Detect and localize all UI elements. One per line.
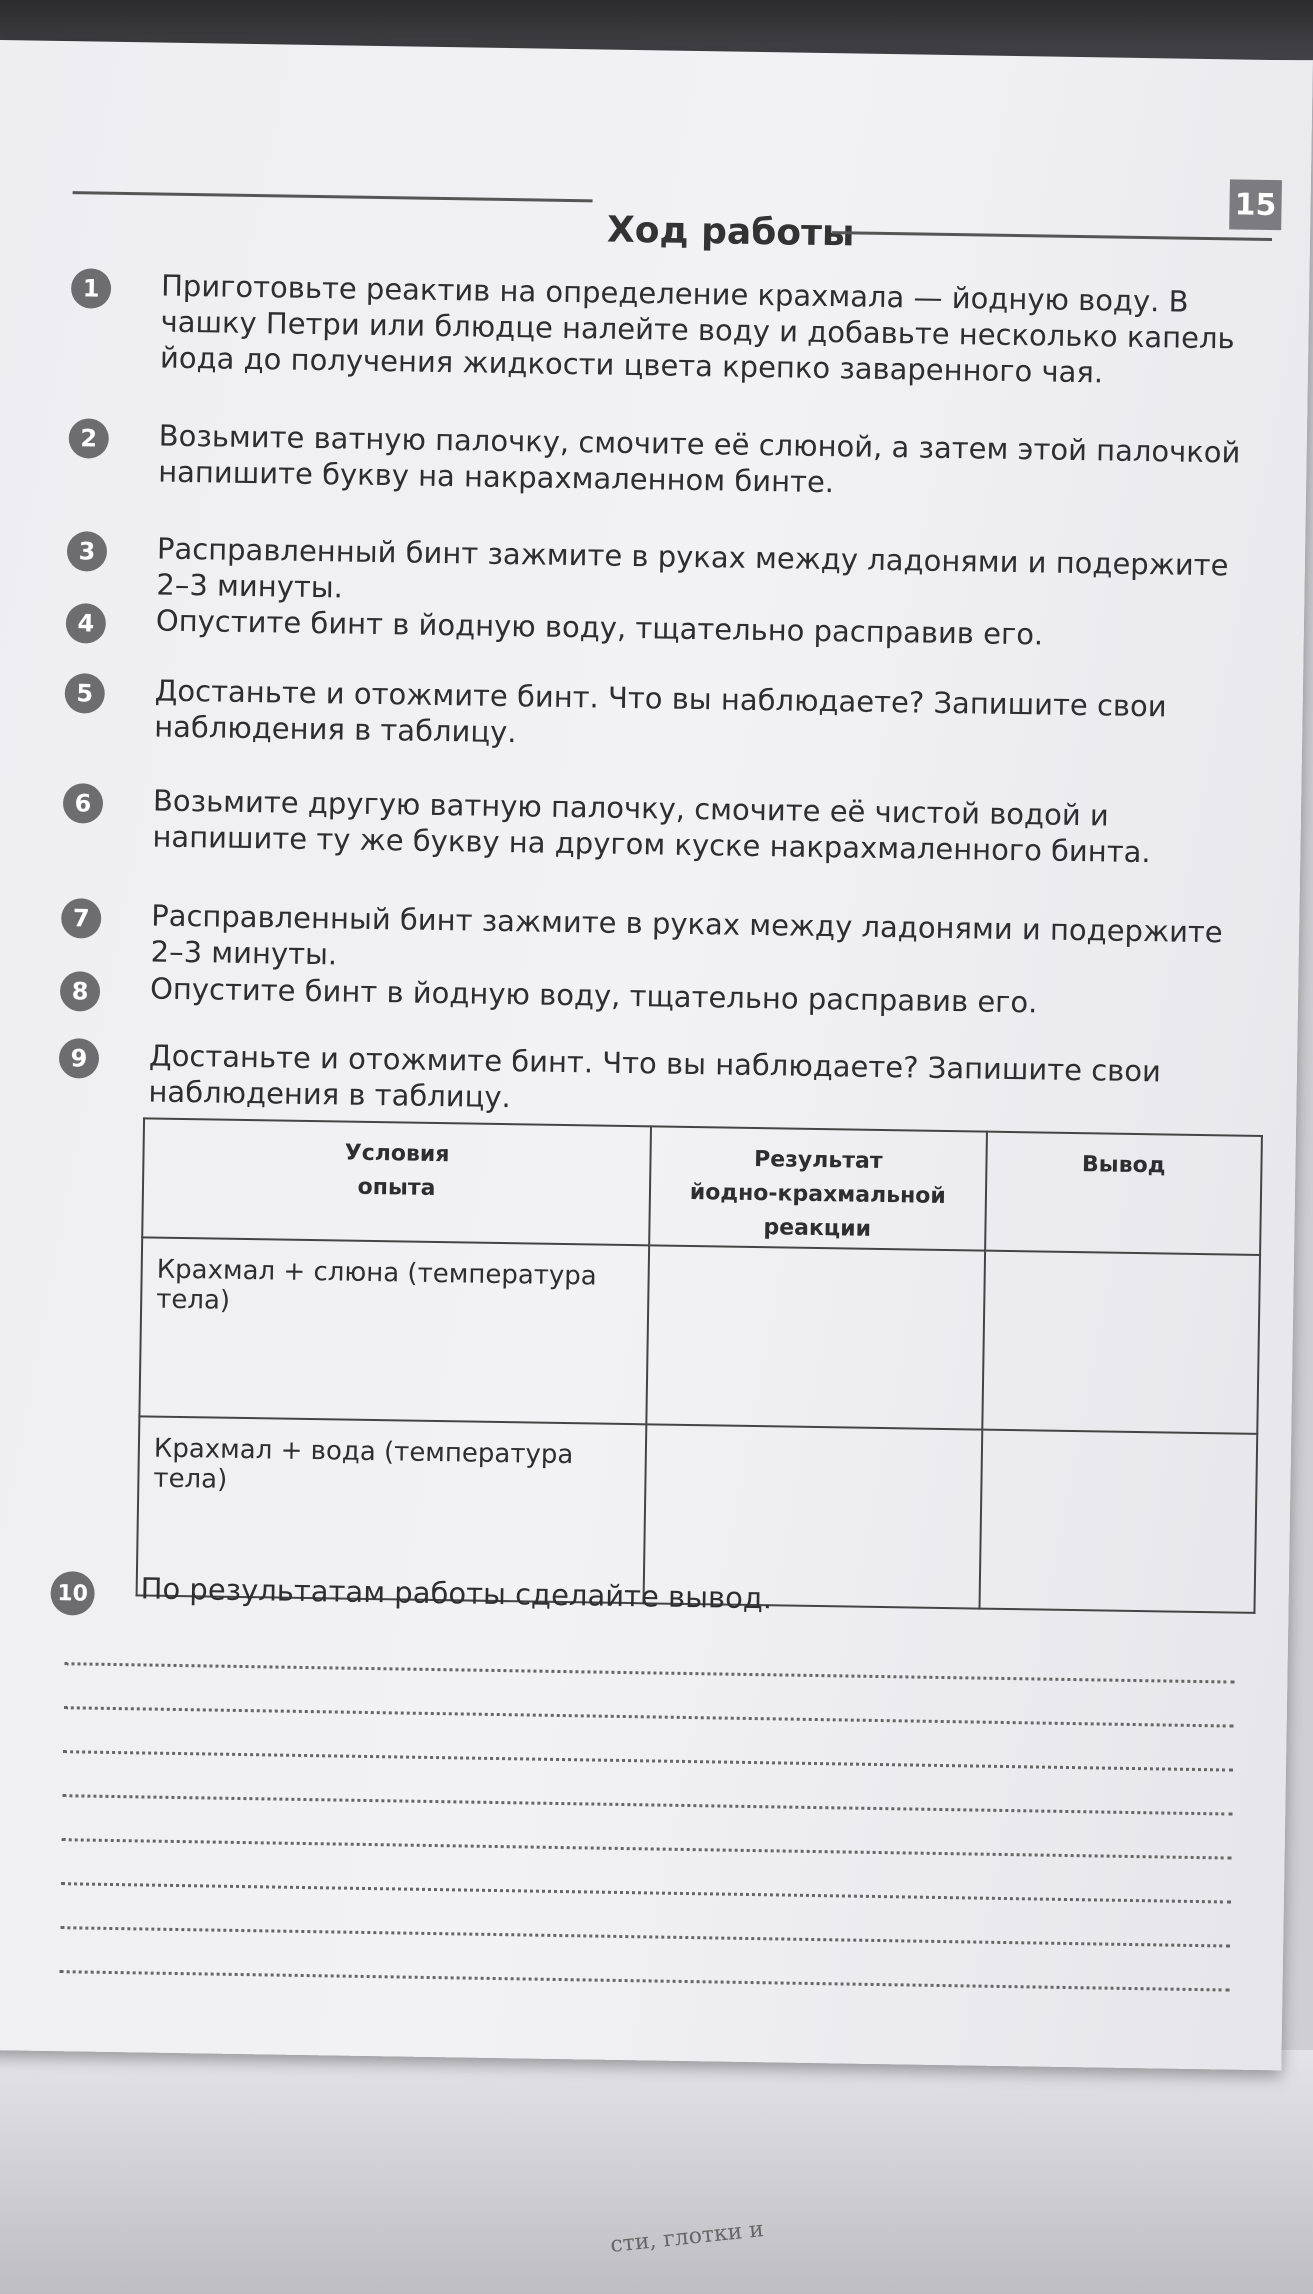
step-number: 4 [66,603,107,644]
step-text: Возьмите ватную палочку, смочите её слюной, а затем этой палочкой напишите букву на накрахмаленном бинте. [157,418,1241,500]
header-conclusion: Вывод [985,1132,1262,1255]
step-number: 8 [60,971,101,1012]
step-1 [70,266,1252,393]
step-2 [68,416,1249,507]
step-text: Расправленный бинт зажмите в руках между ладонями и подержите 2–3 минуты. [150,898,1223,972]
step-5 [64,671,1245,762]
step-number: 1 [71,268,112,309]
step-number: 9 [59,1038,100,1079]
header-conditions: Условия опыта [142,1118,651,1245]
step-number: 6 [63,783,104,824]
underlying-page-text-2: сти, глотки и [609,2217,766,2258]
table-row [139,1237,1260,1434]
step-6 [62,781,1243,872]
step-text: Возьмите другую ватную палочку, смочите её чистой водой и напишите ту же букву на другом куске накрахмаленного бинта. [152,783,1151,870]
underlying-page [0,2050,1313,2294]
result-cell[interactable] [646,1245,984,1429]
step-number: 3 [67,531,108,572]
answer-lines [60,1621,1235,1991]
observation-table [136,1117,1263,1614]
workbook-page [0,40,1313,2070]
step-text: Достаньте и отожмите бинт. Что вы наблюдаете? Запишите свои наблюдения в таблицу. [153,673,1167,750]
step-text: Опустите бинт в йодную воду, тщательно расправив его. [155,603,1044,652]
step-text: Расправленный бинт зажмите в руках между ладонями и подержите 2–3 минуты. [156,531,1229,605]
section-title: Ход работы [606,209,855,255]
condition-cell: Крахмал + слюна (температура тела) [139,1237,649,1424]
title-rule-left [73,191,593,202]
step-text: Достаньте и отожмите бинт. Что вы наблюдаете? Запишите свои наблюдения в таблицу. [148,1038,1162,1115]
step-text: По результатам работы сделайте вывод. [140,1571,773,1616]
step-number: 2 [68,418,109,459]
condition-cell: Крахмал + вода (температура тела) [137,1416,647,1603]
conclusion-cell[interactable] [982,1251,1260,1434]
page-number: 15 [1229,179,1282,230]
step-9 [58,1036,1239,1127]
step-number: 7 [61,898,102,939]
step-text: Опустите бинт в йодную воду, тщательно расправив его. [149,971,1038,1020]
step-number: 5 [64,673,105,714]
table-header-row [142,1118,1262,1255]
title-rule-right [832,231,1272,241]
step-number: 10 [50,1571,95,1616]
step-text: Приготовьте реактив на определение крахмала — йодную воду. В чашку Петри или блюдце налейте воду и добавьте несколько капель йода до получения жидкости цвета крепко заваренного чая. [159,268,1235,390]
header-result: Результат йодно-крахмальной реакции [649,1126,986,1250]
